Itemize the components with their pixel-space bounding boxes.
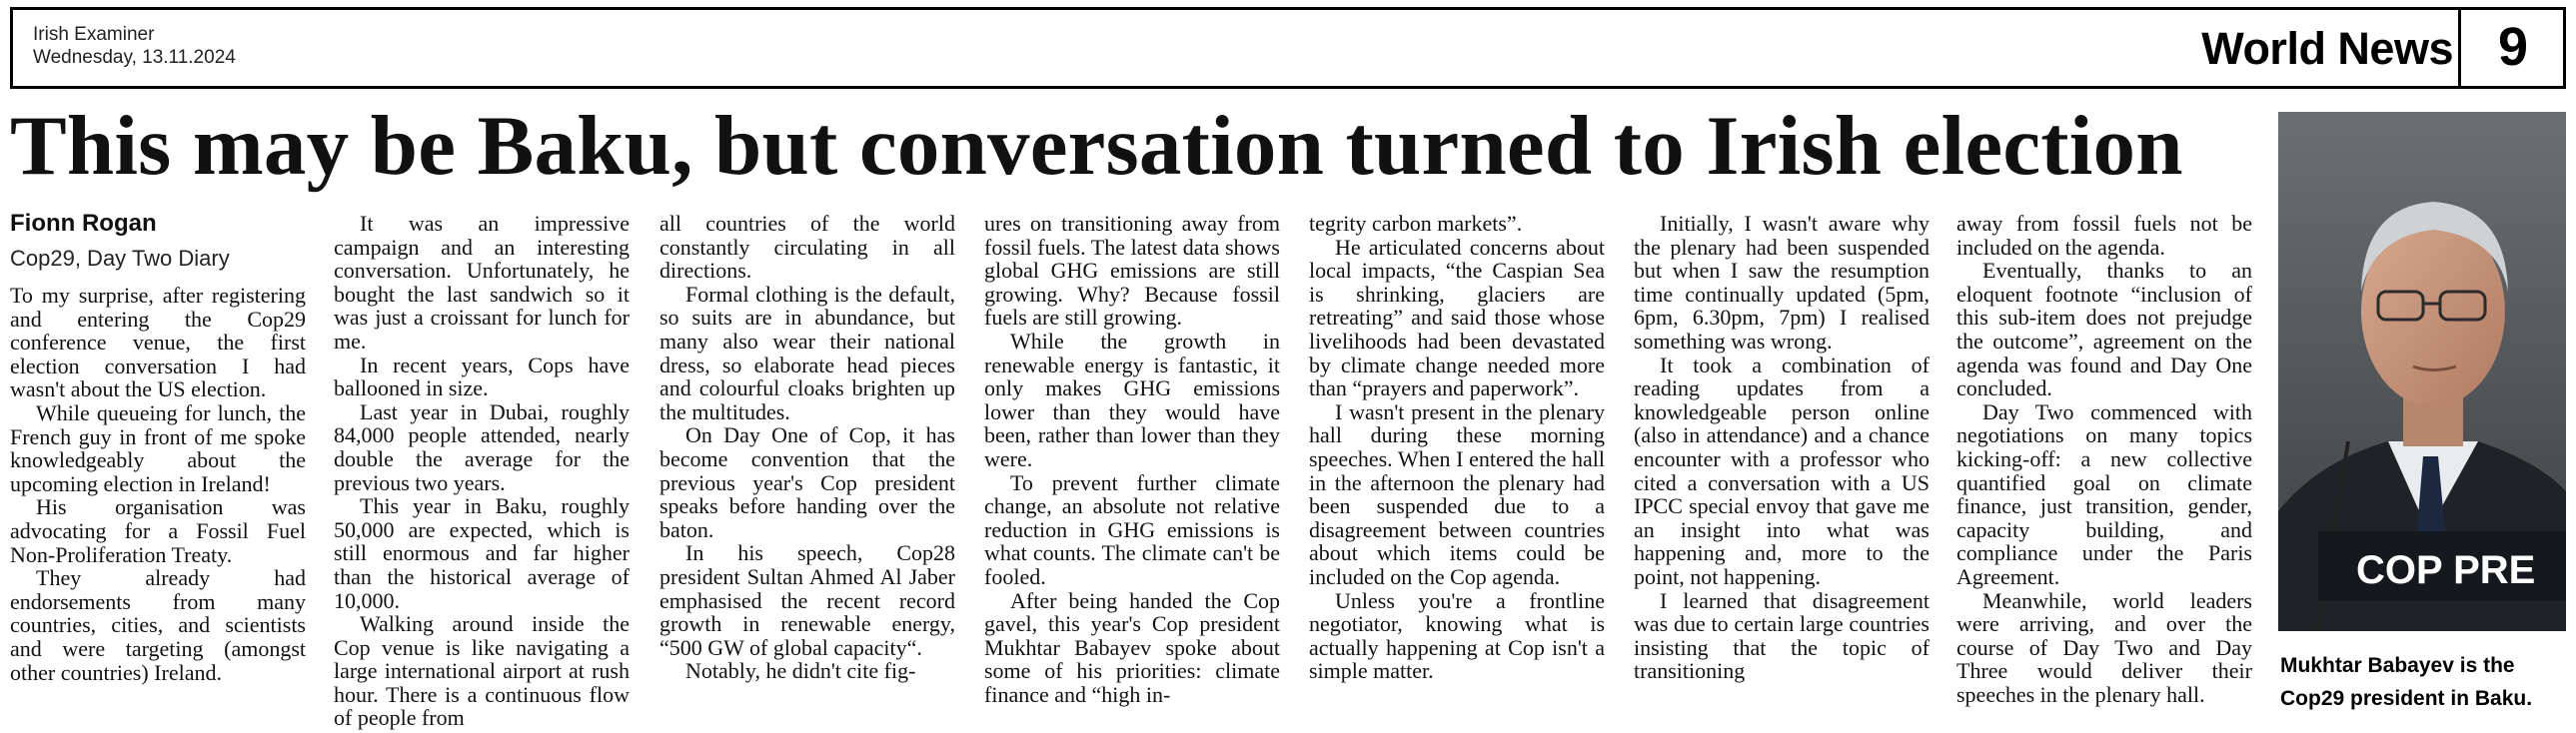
article-column-7	[1956, 212, 2252, 706]
paragraph: They already had endorsements from many countries, cities, and scientists and were targeting (amongst other countries) Ireland.	[10, 565, 306, 685]
article-column-3	[659, 212, 955, 683]
article-photo	[2278, 112, 2566, 631]
paragraph: tegrity carbon markets”.	[1309, 211, 1523, 236]
paragraph: To prevent further climate change, an absolute not relative reduction in GHG emissions is what counts. The climate can't be fooled.	[984, 469, 1280, 589]
article-column-6	[1634, 212, 1930, 683]
article-column-4	[984, 212, 1280, 706]
portrait-illustration	[2278, 112, 2566, 631]
paragraph: While the growth in renewable energy is fantastic, it only makes GHG emissions lower than they would have been, rather than lower than they were.	[984, 328, 1280, 471]
paragraph: Formal clothing is the default, so suits are in abundance, but many also wear their national dress, so elaborate head pieces and colourful cloaks brighten up the multitudes.	[659, 281, 955, 424]
publication-date: Wednesday, 13.11.2024	[33, 47, 236, 68]
paragraph: Walking around inside the Cop venue is like navigating a large international airport at rush hour. There is a continuous flow of people from	[334, 611, 630, 731]
page-number: 9	[2497, 17, 2529, 77]
photo-caption: Mukhtar Babayev is the Cop29 president in Baku.	[2280, 654, 2533, 710]
name-plate-text: COP PRE	[2356, 548, 2536, 592]
paragraph: Notably, he didn't cite fig-	[685, 658, 916, 684]
article-column-1	[10, 284, 306, 684]
paragraph: After being handed the Cop gavel, this year's Cop president Mukhtar Babayev spoke about some of his priorities: climate finance and “high in-	[984, 587, 1280, 707]
article-column-5	[1309, 212, 1605, 683]
paragraph: This year in Baku, roughly 50,000 are expected, which is still enormous and far higher than the historical average of 10,000.	[334, 493, 630, 613]
paragraph: In recent years, Cops have ballooned in size.	[334, 352, 630, 401]
paragraph: Initially, I wasn't aware why the plenary had been suspended but when I saw the resumption time continually updated (5pm, 6pm, 6.30pm, 7pm) I realised something was wrong.	[1634, 211, 1930, 354]
paragraph: In his speech, Cop28 president Sultan Ahmed Al Jaber emphasised the recent record growth in renewable energy, “500 GW of global capacity“.	[659, 540, 955, 660]
publication-name: Irish Examiner	[33, 24, 155, 45]
paragraph: Eventually, thanks to an eloquent footnote “inclusion of this sub-item does not prejudge the outcome”, agreement on the agenda was found and Day One concluded.	[1956, 258, 2252, 401]
paragraph: all countries of the world constantly circulating in all directions.	[659, 211, 955, 284]
headline: This may be Baku, but conversation turned to Irish election	[10, 99, 2183, 193]
article-column-2	[334, 212, 630, 730]
paragraph: ures on transitioning away from fossil fuels. The latest data shows global GHG emissions are still growing. Why? Because fossil fuels are still growing.	[984, 211, 1280, 331]
paragraph: Day Two commenced with negotiations on many topics kicking-off: a new collective quantified goal on climate finance, just transition, gender, capacity building, and compliance under the Paris Agreement.	[1956, 398, 2252, 589]
paragraph: He articulated concerns about local impacts, “the Caspian Sea is shrinking, glaciers are retreating” and said those whose livelihoods had been devastated by climate change needed more than “prayers and paperwork”.	[1309, 234, 1605, 401]
section-title: World News	[2201, 23, 2453, 74]
masthead	[10, 7, 2566, 89]
paragraph: To my surprise, after registering and entering the Cop29 conference venue, the first election conversation I had wasn't about the US election.	[10, 283, 306, 402]
paragraph: It took a combination of reading updates from a knowledgeable person online (also in attendance) and a chance encounter with a professor who cited a conversation with a US IPCC special envoy that gave me an insight into what was happening and, more to the point, not happening.	[1634, 352, 1930, 589]
paragraph: His organisation was advocating for a Fossil Fuel Non-Proliferation Treaty.	[10, 494, 306, 567]
paragraph: I learned that disagreement was due to certain large countries insisting that the topic of transitioning	[1634, 587, 1930, 684]
paragraph: On Day One of Cop, it has become convention that the previous year's Cop president speaks before handing over the baton.	[659, 422, 955, 542]
paragraph: While queueing for lunch, the French guy in front of me spoke knowledgeably about the upcoming election in Ireland!	[10, 399, 306, 496]
paragraph: Unless you're a frontline negotiator, knowing what is actually happening at Cop isn't a simple matter.	[1309, 587, 1605, 684]
paragraph: I wasn't present in the plenary hall during these morning speeches. When I entered the hall in the afternoon the plenary had been suspended due to a disagreement between countries about which items could be included on the Cop agenda.	[1309, 398, 1605, 589]
publication-info	[33, 23, 236, 69]
paragraph: away from fossil fuels not be included on the agenda.	[1956, 211, 2252, 260]
series-label: Cop29, Day Two Diary	[10, 246, 230, 271]
masthead-divider	[2458, 7, 2461, 89]
author-byline: Fionn Rogan	[10, 210, 157, 237]
paragraph: It was an impressive campaign and an interesting conversation. Unfortunately, he bought the last sandwich so it was just a croissant for lunch for me.	[334, 211, 630, 354]
paragraph: Last year in Dubai, roughly 84,000 people attended, nearly double the average for the previous two years.	[334, 398, 630, 495]
paragraph: Meanwhile, world leaders were arriving, and over the course of Day Two and Day Three would deliver their speeches in the plenary hall.	[1956, 587, 2252, 707]
